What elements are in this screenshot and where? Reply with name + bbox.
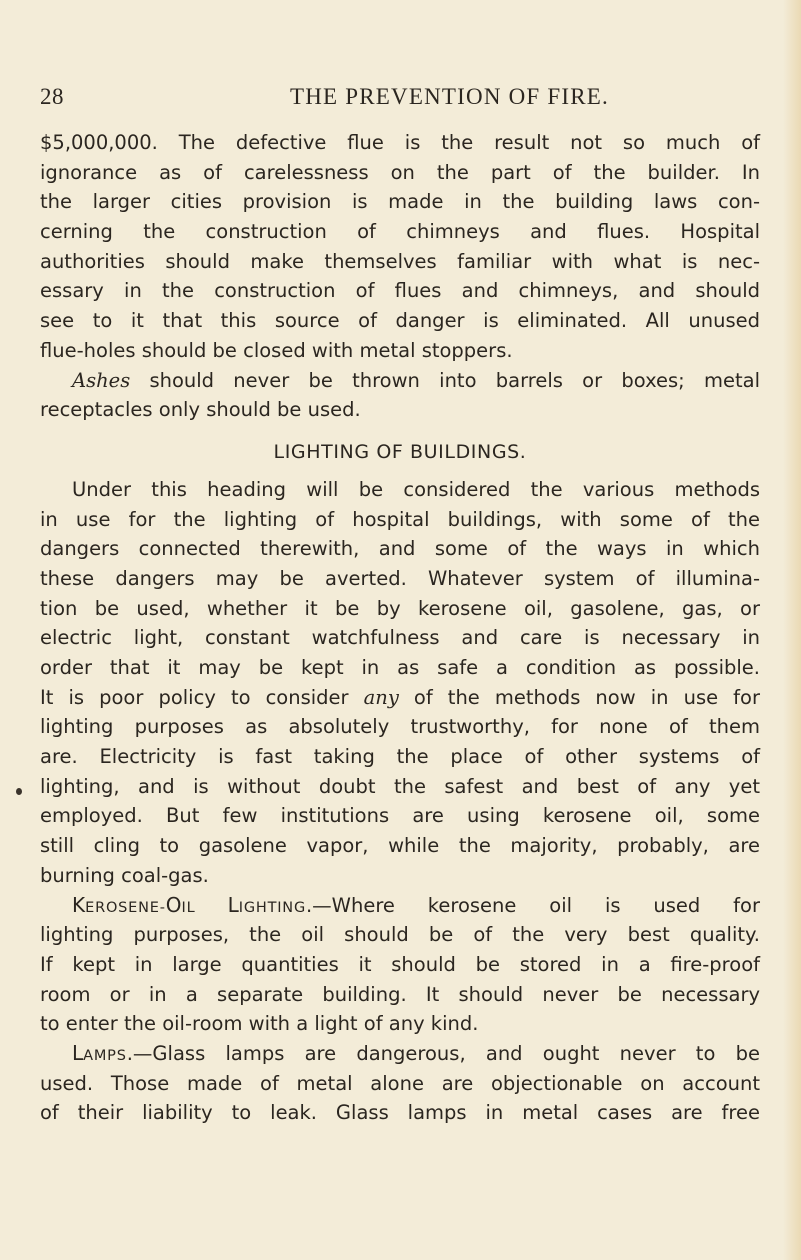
text-line: in use for the lighting of hospital buildings, with some of the [40, 507, 760, 531]
text-fragment: .—Glass lamps are dangerous, and ought never to be [126, 1041, 760, 1065]
text-line: burning coal-gas. [40, 863, 209, 887]
text-line: essary in the construction of flues and chimneys, and should [40, 279, 760, 303]
text-line: Under this heading will be considered the various methods [72, 477, 760, 501]
text-line: of their liability to leak. Glass lamps in metal cases are free [40, 1101, 760, 1125]
page-header [40, 84, 760, 116]
text-line: tion be used, whether it be by kerosene oil, gasolene, gas, or [40, 596, 760, 620]
text-line: employed. But few institutions are using kerosene oil, some [40, 804, 760, 828]
text-line [40, 891, 760, 921]
smallcaps-initial: L [227, 892, 239, 917]
smallcaps-initial: O [165, 892, 182, 917]
text-line [40, 683, 760, 713]
text-line: receptacles only should be used. [40, 398, 361, 422]
text-line: ignorance as of carelessness on the part of the builder. In [40, 160, 760, 184]
text-line: to enter the oil-room with a light of any kind. [40, 1012, 479, 1036]
smallcaps-rest: IL [181, 899, 228, 916]
text-line: $5,000,000. The defective flue is the result not so much of [40, 131, 760, 154]
text-fragment: It is poor policy to consider [40, 685, 364, 709]
text-line: order that it may be kept in as safe a condition as possible. [40, 656, 760, 679]
section-heading: LIGHTING OF BUILDINGS. [273, 440, 527, 463]
smallcaps-rest: AMPS [83, 1047, 127, 1064]
smallcaps-rest: EROSENE- [85, 899, 166, 916]
text-line: used. Those made of metal alone are objectionable on account [40, 1071, 760, 1095]
text-line: If kept in large quantities it should be stored in a fire-proof [40, 952, 760, 976]
text-line: the larger cities provision is made in the building laws con- [40, 190, 760, 214]
emphasis-any: any [363, 685, 399, 709]
text-line: electric light, constant watchfulness and care is necessary in [40, 626, 760, 650]
running-title: THE PREVENTION OF FIRE. [290, 84, 609, 109]
text-line: lighting, and is without doubt the safest and best of any yet [40, 774, 760, 798]
text-fragment: .—Where kerosene oil is used for [305, 893, 760, 917]
text-line: cerning the construction of chimneys and flues. Hospital [40, 220, 760, 244]
page-number: 28 [40, 84, 64, 109]
body-text [40, 128, 760, 1128]
text-line [40, 366, 760, 396]
text-line: still cling to gasolene vapor, while the majority, probably, are [40, 834, 760, 858]
page-edge-shading [783, 0, 801, 1260]
text-line [40, 1039, 760, 1069]
text-line: lighting purposes as absolutely trustworthy, for none of them [40, 715, 760, 739]
text-line: flue-holes should be closed with metal stoppers. [40, 338, 513, 362]
text-line: authorities should make themselves familiar with what is nec- [40, 249, 760, 273]
ashes-lead-word: Ashes [72, 368, 131, 392]
smallcaps-initial: K [72, 892, 86, 917]
text-line: room or in a separate building. It should never be necessary [40, 982, 760, 1006]
text-fragment: of the methods now in use for [398, 685, 760, 709]
text-line: these dangers may be averted. Whatever system of illumina- [40, 566, 760, 590]
smallcaps-rest: IGHTING [238, 899, 306, 916]
text-line: lighting purposes, the oil should be of the very best quality. [40, 923, 760, 947]
smallcaps-initial: L [72, 1040, 84, 1065]
text-line: dangers connected therewith, and some of the ways in which [40, 537, 760, 561]
text-line: are. Electricity is fast taking the place of other systems of [40, 745, 760, 769]
text-line: see to it that this source of danger is eliminated. All unused [40, 309, 760, 333]
ashes-line-rest: should never be thrown into barrels or boxes; metal [130, 368, 760, 392]
margin-mark [16, 788, 22, 795]
